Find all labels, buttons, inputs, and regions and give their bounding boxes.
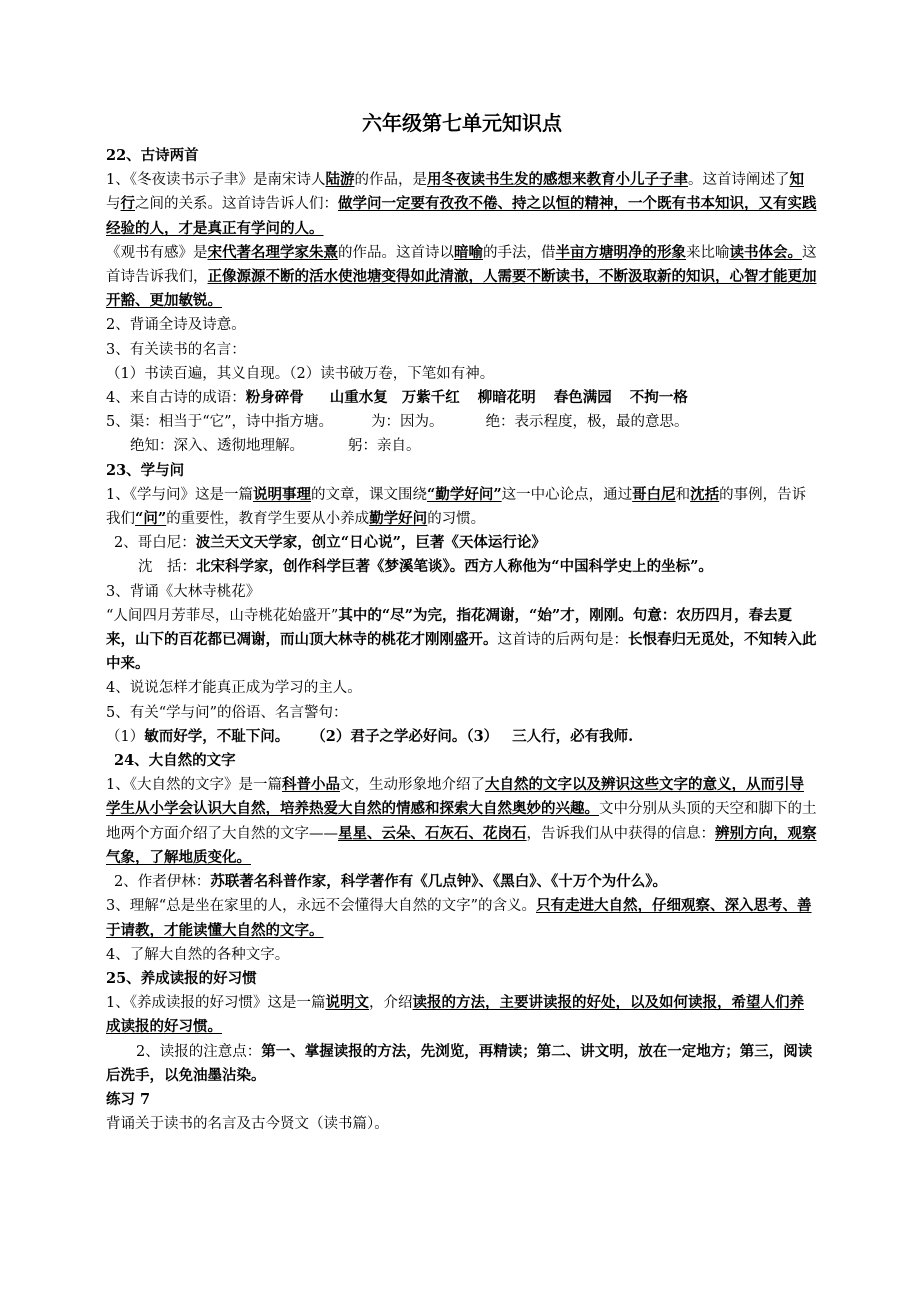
underlined-text: 勤学好问 [369, 510, 428, 528]
item-24-4: 4、了解大自然的各种文字。 [106, 946, 290, 963]
underlined-text: 哥白尼 [632, 485, 676, 503]
underlined-text: 宋代著名理学家朱熹 [207, 243, 338, 261]
underlined-text: 行 [120, 195, 135, 213]
item-23-5a [106, 725, 818, 749]
bold-text: 北宋科学家，创作科学巨著《梦溪笔谈》。西方人称他为“中国科学史上的坐标”。 [196, 558, 713, 576]
bold-text: 长恨春归无觅处，不知转入此中来。 [106, 631, 817, 673]
text: 为：因为。 [371, 414, 444, 431]
text: ，告诉我们从中获得的信息： [526, 825, 715, 842]
idiom: 不拘一格 [629, 389, 688, 407]
item-23-5: 5、有关“学与问”的俗语、名言警句： [106, 704, 348, 721]
underlined-text: 半亩方塘明净的形象 [555, 243, 686, 261]
text: 1、《养成读报的好习惯》这是一篇 [106, 995, 326, 1012]
paragraph-23-1 [106, 483, 818, 531]
bold-text: 敏而好学，不耻下问。 [144, 727, 290, 745]
text: 的文章，课文围绕 [310, 486, 427, 503]
bold-text: 波兰天文天学家，创立“日心说”，巨著《天体运行论》 [195, 534, 546, 552]
bold-text: 其中的“尽”为完，指花凋谢，“始”才，刚刚。句意：农历四月，春去夏来，山下的百花都已凋谢，而山顶大林寺的桃花才刚刚盛开。 [106, 606, 793, 649]
item-22-3a: （1）书读百遍，其义自现。（2）读书破万卷，下笔如有神。 [106, 365, 495, 382]
underlined-text: 辨别方向，观察气象，了解地质变化。 [106, 824, 817, 866]
text: 文中分别从头顶的天空和脚下的土地两个方面介绍了大自然的文字—— [106, 801, 817, 842]
text: 2、作者伊林： [114, 874, 211, 891]
item-22-5 [106, 410, 818, 434]
text: 的习惯。 [427, 511, 486, 528]
text: 的事例，告诉我们 [106, 486, 807, 528]
text: 绝知：深入、透彻地理解。 [130, 438, 304, 455]
text: ，介绍 [368, 995, 413, 1012]
bold-text: 苏联著名科普作家，科学著作有《几点钟》、《黑白》、《十万个为什么》。 [210, 873, 667, 891]
paragraph-24-3 [106, 894, 818, 942]
text: 《观书有感》是 [106, 244, 208, 261]
underlined-text: 沈括 [690, 485, 720, 503]
text: 4、来自古诗的成语： [106, 390, 246, 407]
text: 来比喻 [686, 244, 730, 261]
text: 这一中心论点，通过 [501, 486, 633, 503]
page-title: 六年级第七单元知识点 [362, 111, 562, 135]
idiom: 万紫千红 [401, 389, 460, 407]
text: 与 [106, 196, 121, 213]
item-22-2: 2、背诵全诗及诗意。 [106, 317, 246, 334]
text: 。这首诗阐述了 [687, 172, 790, 189]
section-heading-22: 22、古诗两首 [106, 147, 199, 164]
item-22-5b [106, 434, 818, 458]
text: 2、读报的注意点： [136, 1043, 262, 1060]
text: 这首诗的后两句是： [497, 632, 628, 649]
underlined-text: 说明事理 [252, 485, 311, 503]
idiom: 春色满园 [553, 389, 612, 407]
underlined-text: 正像源源不断的活水使池塘变得如此清澈，人需要不断读书，不断汲取新的知识，心智才能更加开豁、更加敏锐。 [106, 268, 817, 310]
item-23-2b [106, 555, 818, 579]
underlined-text: 知 [789, 171, 804, 189]
text: 2、哥白尼： [114, 535, 196, 552]
item-22-3: 3、有关读书的名言： [106, 341, 246, 358]
text: 3、理解“总是坐在家里的人，永远不会懂得大自然的文字”的含义。 [106, 898, 537, 915]
underlined-text: 陆游 [325, 171, 355, 189]
paragraph-23-3 [106, 604, 818, 677]
underlined-text: 科普小品 [281, 776, 340, 794]
section-heading-23: 23、学与问 [106, 461, 185, 479]
text: 的作品。这首诗以 [338, 244, 454, 261]
paragraph-25-1 [106, 991, 818, 1039]
text: 5、渠：相当于“它”，诗中指方塘。 [106, 414, 334, 431]
text: 之间的关系。这首诗告诉人们： [135, 196, 338, 213]
underlined-text: 做学问一定要有孜孜不倦、持之以恒的精神，一个既有书本知识，又有实践经验的人，才是真正有学问的人。 [106, 195, 817, 237]
text: 和 [675, 486, 691, 503]
bold-text: 第一、掌握读报的方法，先浏览，再精读；第二、讲文明，放在一定地方；第三，阅读后洗手，以免油墨沾染。 [106, 1042, 813, 1084]
document-page [106, 108, 818, 1136]
item-23-4: 4、说说怎样才能真正成为学习的主人。 [106, 680, 362, 697]
text: 沈 括： [138, 559, 196, 576]
underlined-text: 暗喻 [454, 243, 483, 261]
underlined-text: “问” [135, 510, 167, 528]
idiom: 柳暗花明 [477, 389, 536, 407]
idiom: 粉身碎骨 [245, 389, 304, 407]
paragraph-22-2 [106, 241, 818, 314]
text: 1、《冬夜读书示子聿》是南宋诗人 [106, 172, 326, 189]
bold-text: 三人行，必有我师. [512, 727, 634, 745]
text: “人间四月芳菲尽，山寺桃花始盛开” [106, 607, 339, 624]
section-heading-25: 25、养成读报的好习惯 [106, 969, 257, 987]
text: 的作品，是 [354, 172, 427, 189]
underlined-text: 说明文 [325, 994, 369, 1012]
item-25-2 [106, 1040, 818, 1088]
section-heading-24: 24、大自然的文字 [114, 752, 236, 770]
text: 1、《学与问》这是一篇 [106, 486, 253, 503]
bold-text: （2）君子之学必好问。（3） [311, 727, 499, 745]
underlined-text: 大自然的文字以及辨识这些文字的意义，从而引导学生从小学会认识大自然，培养热爱大自然的情感和探索大自然奥妙的兴趣。 [106, 776, 804, 818]
underlined-text: “勤学好问” [426, 485, 502, 503]
underlined-text: 只有走进大自然，仔细观察、深入思考、善于请教，才能读懂大自然的文字。 [106, 897, 812, 939]
underlined-text: 星星、云朵、石灰石、花岗石 [338, 824, 527, 842]
text: 1、《大自然的文字》是一篇 [106, 777, 282, 794]
item-24-2 [106, 870, 818, 894]
text: （1） [106, 728, 145, 745]
idiom: 山重水复 [329, 389, 388, 407]
paragraph-24-1 [106, 773, 818, 870]
text: 这首诗告诉我们， [106, 244, 817, 286]
underlined-text: 读报的方法，主要讲读报的好处，以及如何读报，希望人们养成读报的好习惯。 [106, 994, 804, 1036]
text: 绝：表示程度，极，最的意思。 [485, 414, 689, 431]
item-23-3: 3、背诵《大林寺桃花》 [106, 583, 261, 600]
text: 的手法，借 [483, 244, 556, 261]
item-23-2a [106, 531, 818, 555]
text: 的重要性，教育学生要从小养成 [166, 511, 370, 528]
underlined-text: 用冬夜读书生发的感想来教育小儿子子聿 [426, 171, 688, 189]
paragraph-22-1 [106, 168, 818, 241]
item-22-4 [106, 386, 818, 410]
exercise-text: 背诵关于读书的名言及古今贤文（读书篇）。 [106, 1116, 389, 1133]
underlined-text: 读书体会。 [729, 243, 802, 261]
text: 文，生动形象地介绍了 [339, 777, 485, 794]
text: 躬：亲自。 [348, 438, 421, 455]
exercise-heading: 练习 7 [106, 1090, 151, 1108]
